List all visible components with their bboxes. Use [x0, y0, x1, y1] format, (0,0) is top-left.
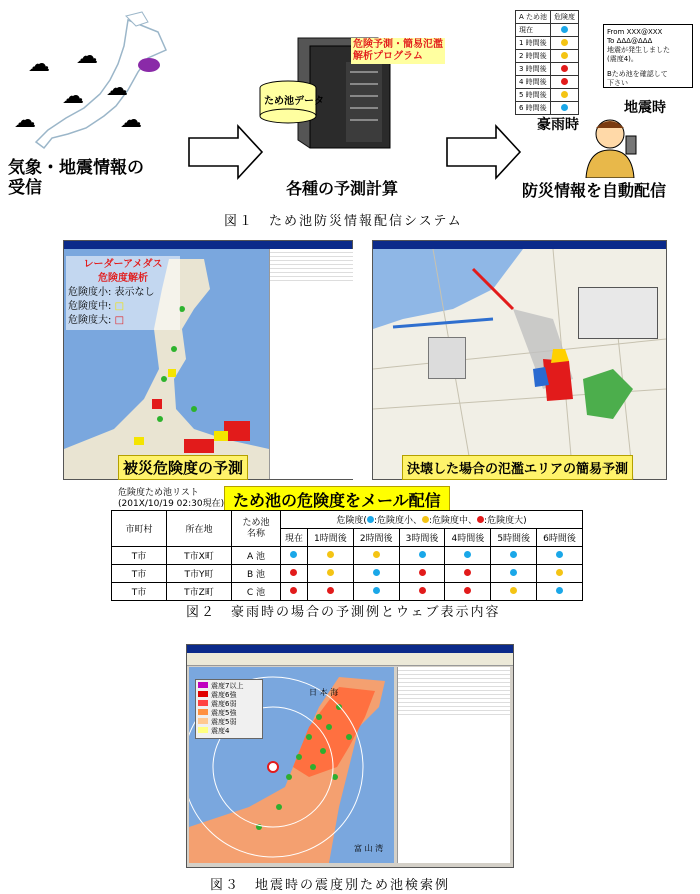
table-row	[112, 547, 583, 565]
time-header: 現在	[281, 529, 308, 547]
yellow-dot-icon	[373, 551, 380, 558]
intensity-legend-item	[198, 691, 260, 700]
red-dot-icon	[290, 587, 297, 594]
table-row	[516, 11, 579, 24]
risk-cell	[353, 583, 399, 601]
blue-dot-icon	[464, 551, 471, 558]
risk-cell	[399, 565, 445, 583]
time-cell: 4 時間後	[516, 76, 551, 89]
menu-toolbar[interactable]	[187, 653, 513, 666]
cloud-icon: ☁	[14, 108, 36, 133]
mail-delivery-banner: ため池の危険度をメール配信	[224, 486, 450, 513]
risk-dot	[561, 78, 568, 85]
intensity-label: 震度4	[211, 727, 230, 735]
cloud-icon: ☁	[120, 108, 142, 133]
mail-line: Bため池を確認して	[607, 70, 668, 78]
quake-mail-box	[603, 24, 693, 88]
table-row	[516, 37, 579, 50]
cloud-icon: ☁	[62, 84, 84, 109]
mail-line: (震度4)。	[607, 55, 638, 63]
intensity-swatch	[198, 682, 208, 688]
risk-cell	[537, 565, 583, 583]
intensity-legend-item	[198, 700, 260, 709]
risk-header	[281, 511, 583, 529]
table-row	[516, 102, 579, 115]
header-pond	[232, 511, 281, 547]
intensity-legend-item	[198, 718, 260, 727]
place-cell: T市X町	[167, 547, 232, 565]
cloud-icon: ☁	[106, 76, 128, 101]
intensity-label: 震度5弱	[211, 718, 237, 726]
intensity-swatch	[198, 691, 208, 697]
time-cell: 5 時間後	[516, 89, 551, 102]
table-row	[516, 24, 579, 37]
person-with-phone-icon	[580, 116, 650, 178]
window-titlebar	[187, 645, 513, 653]
intensity-list	[198, 682, 260, 736]
radar-legend	[66, 256, 180, 330]
header-pond-line1: ため池	[242, 517, 270, 528]
mail-line: To ΔΔΔ@ΔΔΔ	[607, 37, 653, 45]
rain-risk-table	[515, 10, 579, 115]
legend-square-icon: □	[114, 315, 125, 326]
risk-dot	[561, 26, 568, 33]
table-row	[516, 89, 579, 102]
rain-table-header-risk: 危険度	[551, 11, 579, 24]
arrow-right-icon	[186, 122, 266, 182]
risk-cell	[537, 547, 583, 565]
header-city: 市町村	[112, 511, 167, 547]
intensity-swatch	[198, 709, 208, 715]
legend-item-label: 危険度中:	[68, 301, 112, 312]
intensity-label: 震度7以上	[211, 682, 244, 690]
blue-dot-icon	[556, 551, 563, 558]
legend-item-label: 危険度大:	[68, 315, 112, 326]
intensity-legend-item	[198, 727, 260, 736]
hazard-prediction-banner: 被災危険度の予測	[118, 455, 248, 480]
risk-cell	[399, 547, 445, 565]
figure-3-caption: 図３ 地震時の震度別ため池検索例	[210, 878, 451, 893]
pond-database-label: ため池データ	[264, 96, 324, 107]
red-dot-icon	[464, 569, 471, 576]
city-cell: T市	[112, 583, 167, 601]
flood-simulation-map	[373, 249, 666, 479]
program-label	[351, 38, 445, 64]
city-cell: T市	[112, 565, 167, 583]
time-header: 2時間後	[353, 529, 399, 547]
header-pond-line2: 名称	[246, 528, 265, 539]
red-dot-icon	[290, 569, 297, 576]
window-titlebar	[64, 241, 352, 249]
legend-title-line2: 危険度解析	[98, 273, 148, 284]
blue-dot-icon	[510, 569, 517, 576]
intensity-swatch	[198, 727, 208, 733]
risk-cell	[491, 565, 537, 583]
risk-cell	[281, 565, 308, 583]
risk-header-small: :危険度小、	[373, 516, 422, 526]
time-header: 3時間後	[399, 529, 445, 547]
blue-dot-icon	[367, 516, 374, 523]
risk-cell	[307, 583, 353, 601]
risk-list-title-line1: 危険度ため池リスト	[118, 488, 199, 498]
risk-cell	[281, 583, 308, 601]
legend-title-line1: レーダーアメダス	[83, 259, 163, 270]
receive-label-line2: 受信	[8, 178, 42, 198]
quake-label: 地震時	[624, 100, 666, 116]
table-row	[112, 583, 583, 601]
calc-label: 各種の予測計算	[286, 179, 399, 198]
pond-cell: B 池	[232, 565, 281, 583]
intensity-swatch	[198, 700, 208, 706]
window-titlebar	[373, 241, 666, 249]
risk-dot	[561, 65, 568, 72]
arrow-right-icon	[444, 122, 524, 182]
pond-cell: A 池	[232, 547, 281, 565]
table-row	[112, 511, 583, 529]
risk-cell	[537, 583, 583, 601]
risk-cell	[307, 547, 353, 565]
red-dot-icon	[419, 569, 426, 576]
table-row	[112, 565, 583, 583]
time-cell: 2 時間後	[516, 50, 551, 63]
japan-map-illustration	[8, 10, 183, 165]
figure-1-caption: 図１ ため池防災情報配信システム	[224, 214, 463, 229]
risk-rows	[112, 547, 583, 601]
mail-line: 地震が発生しました	[607, 46, 670, 54]
yellow-dot-icon	[327, 569, 334, 576]
mail-line: From XXX@XXX	[607, 28, 663, 36]
blue-dot-icon	[373, 569, 380, 576]
rain-label: 豪雨時	[537, 117, 579, 133]
time-cell: 6 時間後	[516, 102, 551, 115]
risk-cell	[445, 583, 491, 601]
settings-dialog[interactable]	[578, 287, 658, 339]
legend-square-icon: □	[114, 301, 125, 312]
sea-of-japan-label: 日 本 海	[309, 688, 339, 697]
yellow-dot-icon	[327, 551, 334, 558]
program-label-line1: 危険予測・簡易氾濫	[353, 39, 443, 50]
red-dot-icon	[477, 516, 484, 523]
time-cell: 3 時間後	[516, 63, 551, 76]
city-cell: T市	[112, 547, 167, 565]
risk-cell	[445, 565, 491, 583]
time-header: 6時間後	[537, 529, 583, 547]
risk-header-prefix: 危険度(	[336, 516, 367, 526]
intensity-label: 震度6強	[211, 691, 237, 699]
place-cell: T市Z町	[167, 583, 232, 601]
risk-cell	[491, 547, 537, 565]
yellow-dot-icon	[510, 587, 517, 594]
risk-dot	[561, 104, 568, 111]
figure-2-caption: 図２ 豪雨時の場合の予測例とウェブ表示内容	[186, 605, 501, 620]
time-cell: 現在	[516, 24, 551, 37]
risk-header-mid: :危険度中、	[428, 516, 478, 526]
intensity-legend-item	[198, 682, 260, 691]
blue-dot-icon	[373, 587, 380, 594]
table-row	[516, 50, 579, 63]
intensity-legend-item	[198, 709, 260, 718]
table-row	[516, 76, 579, 89]
risk-cell	[445, 547, 491, 565]
risk-cell	[353, 547, 399, 565]
legend-item-small: 危険度小: 表示なし	[68, 287, 155, 298]
intensity-swatch	[198, 718, 208, 724]
risk-dot	[561, 52, 568, 59]
mascot-icon	[138, 58, 160, 72]
mail-line: 下さい	[607, 79, 628, 87]
time-cell: 1 時間後	[516, 37, 551, 50]
blue-dot-icon	[419, 551, 426, 558]
risk-cell	[353, 565, 399, 583]
risk-dot	[561, 91, 568, 98]
risk-list-title	[118, 488, 224, 510]
receive-label	[8, 158, 144, 198]
risk-header-big: :危険度大)	[484, 516, 527, 526]
flood-area-banner: 決壊した場合の氾濫エリアの簡易予測	[402, 455, 633, 480]
map-legend-panel	[428, 337, 466, 379]
time-header: 1時間後	[307, 529, 353, 547]
risk-dot	[561, 39, 568, 46]
blue-dot-icon	[556, 587, 563, 594]
flood-area-window	[372, 240, 667, 480]
blue-dot-icon	[290, 551, 297, 558]
risk-cell	[491, 583, 537, 601]
cloud-icon: ☁	[28, 52, 50, 77]
intensity-label: 震度5強	[211, 709, 237, 717]
toyama-bay-label: 富 山 湾	[354, 844, 384, 853]
quake-pond-list[interactable]	[397, 667, 510, 863]
header-place: 所在地	[167, 511, 232, 547]
red-dot-icon	[419, 587, 426, 594]
intensity-legend	[195, 679, 263, 739]
program-label-line2: 解析プログラム	[353, 51, 423, 62]
pond-cell: C 池	[232, 583, 281, 601]
rain-table-header-pond: A ため池	[516, 11, 551, 24]
risk-list-title-line2: (201X/10/19 02:30現在)	[118, 499, 225, 509]
pond-list-panel[interactable]	[269, 249, 353, 479]
cloud-icon: ☁	[76, 44, 98, 69]
legend-item-mid	[68, 300, 178, 314]
pond-risk-table	[111, 510, 583, 601]
auto-delivery-label: 防災情報を自動配信	[522, 181, 667, 200]
quake-search-window	[186, 644, 514, 868]
intensity-label: 震度6弱	[211, 700, 237, 708]
time-header: 5時間後	[491, 529, 537, 547]
quake-map	[189, 667, 394, 863]
red-dot-icon	[327, 587, 334, 594]
yellow-dot-icon	[422, 516, 429, 523]
time-header: 4時間後	[445, 529, 491, 547]
receive-label-line1: 気象・地震情報の	[8, 158, 144, 178]
legend-item-big	[68, 314, 178, 328]
table-row	[516, 63, 579, 76]
blue-dot-icon	[510, 551, 517, 558]
yellow-dot-icon	[556, 569, 563, 576]
risk-cell	[399, 583, 445, 601]
risk-cell	[281, 547, 308, 565]
place-cell: T市Y町	[167, 565, 232, 583]
risk-cell	[307, 565, 353, 583]
red-dot-icon	[464, 587, 471, 594]
